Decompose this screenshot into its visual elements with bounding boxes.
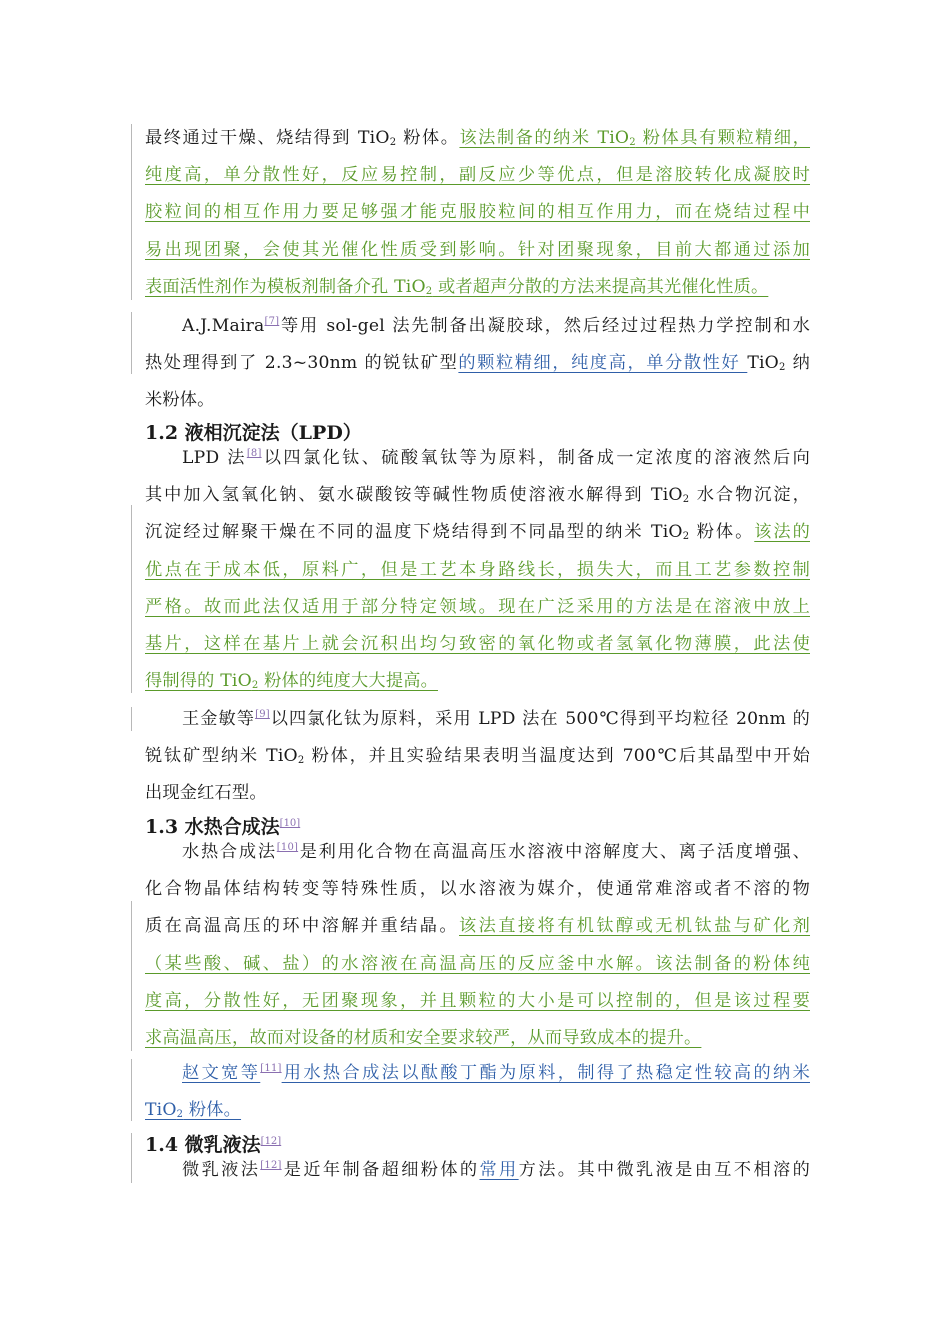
paragraph-line: 微乳液法[12]是近年制备超细粉体的常用方法。其中微乳液是由互不相溶的 — [182, 1160, 810, 1180]
change-bar — [131, 1133, 132, 1183]
citation-link[interactable]: [8] — [246, 448, 262, 459]
paragraph-line: A.J.Maira[7]等用 sol-gel 法先制备出凝胶球，然后经过过程热力学控制和水 — [182, 316, 810, 336]
paragraph-line: 最终通过干燥、烧结得到 TiO$_2$ 粉体。该法制备的纳米 TiO$_2$ 粉体具有颗粒精细， — [145, 128, 811, 148]
tracked-insertion-line: （某些酸、碱、盐）的水溶液在高温高压的反应釜中水解。该法制备的粉体纯 — [145, 954, 810, 974]
change-bar — [131, 505, 132, 693]
tracked-insertion-line: 纯度高，单分散性好，反应易控制，副反应少等优点，但是溶胶转化成凝胶时 — [145, 165, 810, 185]
paragraph-line: TiO$_2$ 粉体。 — [145, 1100, 242, 1120]
tracked-change: 的颗粒精细，纯度高，单分散性好 — [458, 353, 748, 373]
paragraph-line: 热处理得到了 2.3~30nm 的锐钛矿型的颗粒精细，纯度高，单分散性好 TiO$_2$ 纳 — [145, 353, 810, 373]
paragraph-line: LPD 法[8]以四氯化钛、硫酸氧钛等为原料，制备成一定浓度的溶液然后向 — [182, 448, 810, 468]
change-bar — [131, 901, 132, 1051]
change-bar — [131, 1059, 132, 1121]
tracked-insertion-line: 求高温高压，故而对设备的材质和安全要求较严，从而导致成本的提升。 — [145, 1028, 702, 1048]
section-heading: 1.2 液相沉淀法（LPD） — [145, 422, 362, 444]
paragraph-line: 王金敏等[9]以四氯化钛为原料，采用 LPD 法在 500℃得到平均粒径 20nm 的 — [182, 709, 810, 729]
tracked-insertion-line: 优点在于成本低，原料广，但是工艺本身路线长，损失大，而且工艺参数控制 — [145, 560, 810, 580]
paragraph-line: 其中加入氢氧化钠、氨水碳酸铵等碱性物质使溶液水解得到 TiO$_2$ 水合物沉淀， — [145, 485, 810, 505]
section-heading: 1.3 水热合成法[10] — [145, 816, 301, 838]
citation-link[interactable]: [10] — [279, 818, 301, 829]
citation-link[interactable]: [10] — [276, 842, 299, 853]
tracked-insertion: 该法制备的纳米 TiO$_2$ 粉体具有颗粒精细， — [459, 128, 811, 148]
paragraph-line: 水热合成法[10]是利用化合物在高温高压水溶液中溶解度大、离子活度增强、 — [182, 842, 810, 862]
paragraph-line: 化合物晶体结构转变等特殊性质，以水溶液为媒介，使通常难溶或者不溶的物 — [145, 879, 810, 899]
citation-link[interactable]: [7] — [264, 316, 280, 327]
section-heading: 1.4 微乳液法[12] — [145, 1134, 282, 1156]
tracked-insertion-line: 易出现团聚，会使其光催化性质受到影响。针对团聚现象，目前大都通过添加 — [145, 240, 810, 260]
change-bar — [131, 312, 132, 374]
citation-link[interactable]: [12] — [260, 1160, 282, 1171]
change-bar — [131, 124, 132, 300]
paragraph-line: 沉淀经过解聚干燥在不同的温度下烧结得到不同晶型的纳米 TiO$_2$ 粉体。该法的 — [145, 522, 810, 542]
paragraph-line: 出现金红石型。 — [145, 783, 267, 803]
citation-link[interactable]: [11] — [260, 1063, 282, 1074]
citation-link[interactable]: [12] — [260, 1136, 282, 1147]
tracked-insertion-line: 胶粒间的相互作用力要足够强才能克服胶粒间的相互作用力，而在烧结过程中 — [145, 202, 810, 222]
paragraph-line: 赵文宽等[11]用水热合成法以酞酸丁酯为原料，制得了热稳定性较高的纳米 — [182, 1063, 810, 1083]
tracked-insertion-line: 度高，分散性好，无团聚现象，并且颗粒的大小是可以控制的，但是该过程要 — [145, 991, 810, 1011]
change-bar — [131, 707, 132, 731]
paragraph-line: 米粉体。 — [145, 390, 215, 410]
citation-link[interactable]: [9] — [255, 709, 270, 720]
paragraph-line: 锐钛矿型纳米 TiO$_2$ 粉体，并且实验结果表明当温度达到 700℃后其晶型中开始 — [145, 746, 811, 766]
tracked-insertion-line: 基片，这样在基片上就会沉积出均匀致密的氧化物或者氢氧化物薄膜，此法使 — [145, 634, 810, 654]
tracked-insertion-line: 得制得的 TiO$_2$ 粉体的纯度大大提高。 — [145, 671, 438, 691]
tracked-insertion-line: 表面活性剂作为模板剂制备介孔 TiO$_2$ 或者超声分散的方法来提高其光催化性质。 — [145, 277, 769, 297]
tracked-insertion-line: 严格。故而此法仅适用于部分特定领域。现在广泛采用的方法是在溶液中放上 — [145, 597, 810, 617]
paragraph-line: 质在高温高压的环中溶解并重结晶。该法直接将有机钛醇或无机钛盐与矿化剂 — [145, 916, 811, 936]
